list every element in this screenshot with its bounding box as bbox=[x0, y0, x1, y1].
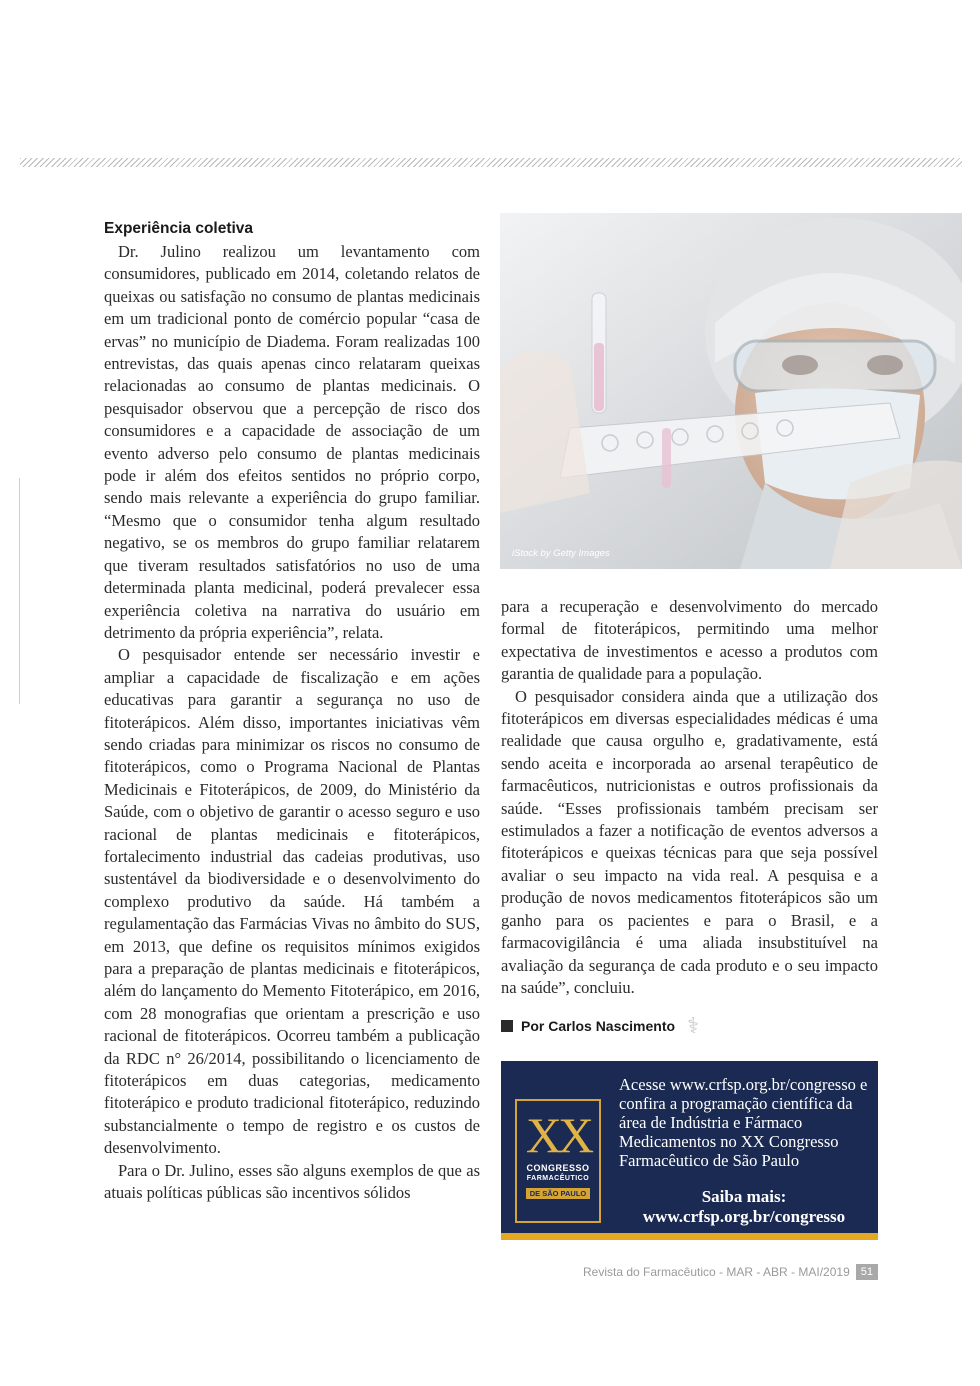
byline-square-icon bbox=[501, 1020, 513, 1032]
logo-numeral: XX bbox=[525, 1107, 591, 1163]
paragraph: para a recuperação e desenvolvimento do mercado formal de fitoterápicos, permitindo uma melhor expectativa de investimentos e acesso a produtos com garantia de qualidade para a população. bbox=[501, 597, 878, 684]
header-hatch-rule bbox=[20, 158, 962, 167]
byline bbox=[501, 1013, 699, 1038]
paragraph: Dr. Julino realizou um levantamento com consumidores, publicado em 2014, coletando relatos de queixas ou satisfação no consumo de plantas medicinais em um tradicional ponto de comércio popular “casa de ervas” no município de Diadema. Foram realizadas 100 entrevistas, das quais apenas cinco relataram queixas relacionadas ao consumo de plantas medicinais. O pesquisador observou que a percepção de risco dos consumidores e a capacidade de associação de um evento adverso pelo consumo de plantas medicinais pode ir além dos efeitos sentidos no próprio corpo, sendo mais relevante a experiência do grupo familiar. “Mesmo que o consumidor tenha algum resultado negativo, se os membros do grupo familiar relatarem que tiveram resultados satisfatórios no uso de uma determinada planta medicinal, poderá prevalecer essa experiência coletiva na narrativa do usuário em detrimento da própria experiência”, relata. bbox=[104, 242, 480, 642]
ad-text: Acesse www.crfsp.org.br/congresso e confira a programação científica da área de Indústria e Fármaco Medicamentos no XX Congresso Farmacêutico de São Paulo bbox=[619, 1075, 868, 1170]
margin-line bbox=[19, 478, 20, 704]
logo-line2: FARMACÊUTICO bbox=[526, 1175, 590, 1182]
ad-more-info[interactable] bbox=[619, 1187, 869, 1227]
paragraph: O pesquisador entende ser necessário investir e ampliar a capacidade de fiscalização e em ações educativas para garantir a segurança no uso de fitoterápicos. Além disso, importantes iniciativas vêm sendo criadas para minimizar os riscos no consumo de fitoterápicos, como o Programa Nacional de Plantas Medicinais e Fitoterápicos, de 2009, do Ministério da Saúde, com o objetivo de garantir o acesso seguro e uso racional de plantas medicinais e fitoterápicos, fortalecimento industrial das cadeias produtivas, uso sustentável da biodiversidade e o desenvolvimento do complexo produtivo da saúde. Há também a regulamentação das Farmácias Vivas no âmbito do SUS, em 2013, que define os requisitos mínimos exigidos para a preparação de plantas medicinais e fitoterápicos, além do lançamento do Memento Fitoterápico, em 2016, com 28 monografias que orientam a prescrição e uso racional de fitoterápicos. Ocorreu também a publicação da RDC n° 26/2014, possibilitando o licenciamento de fitoterápicos em duas categorias, medicamento fitoterápico e produto tradicional fitoterápico, reduzindo substancialmente o tempo de registro e os custos de desenvolvimento. bbox=[104, 645, 480, 1158]
byline-author: Por Carlos Nascimento bbox=[521, 1018, 676, 1034]
article-column-left bbox=[104, 218, 480, 1204]
congress-logo bbox=[515, 1099, 601, 1223]
logo-line1: CONGRESSO bbox=[526, 1163, 590, 1173]
lab-scientist-illustration bbox=[500, 213, 962, 569]
paragraph: O pesquisador considera ainda que a utilização dos fitoterápicos em diversas especialidades médicas é uma realidade que causa orgulho e, gradativamente, está sendo aceita e incorporada ao arsenal terapêutico de farmacêuticos, nutricionistas e outros profissionais da saúde. “Esses profissionais também precisam ser estimulados a fazer a notificação de eventos adversos a fitoterápicos e queixas técnicas para que seja possível avaliar o seu impacto na vida real. A pesquisa e a produção de novos medicamentos fitoterápicos são um ganho para os pacientes e para o Brasil, e a farmacovigilância é uma aliada insubstituível na avaliação da segurança de cada produto e o seu impacto na saúde”, concluiu. bbox=[501, 686, 878, 997]
page-footer bbox=[583, 1264, 878, 1280]
ad-more-url[interactable]: www.crfsp.org.br/congresso bbox=[642, 1207, 846, 1226]
ad-more-label: Saiba mais: bbox=[701, 1187, 787, 1206]
section-heading: Experiência coletiva bbox=[104, 220, 254, 237]
page-number: 51 bbox=[856, 1264, 878, 1280]
pharmacy-cup-icon: ⚕ bbox=[687, 1013, 699, 1038]
congress-ad-banner[interactable] bbox=[501, 1061, 878, 1233]
paragraph: Para o Dr. Julino, esses são alguns exemplos de que as atuais políticas públicas são incentivos sólidos bbox=[104, 1160, 480, 1203]
article-column-right bbox=[501, 596, 878, 999]
ad-accent-bar bbox=[501, 1233, 878, 1240]
lab-photo bbox=[500, 213, 962, 569]
photo-credit: iStock by Getty Images bbox=[512, 548, 610, 559]
footer-publication: Revista do Farmacêutico - MAR - ABR - MAI/2019 bbox=[582, 1265, 850, 1279]
logo-line3: DE SÃO PAULO bbox=[526, 1188, 591, 1199]
